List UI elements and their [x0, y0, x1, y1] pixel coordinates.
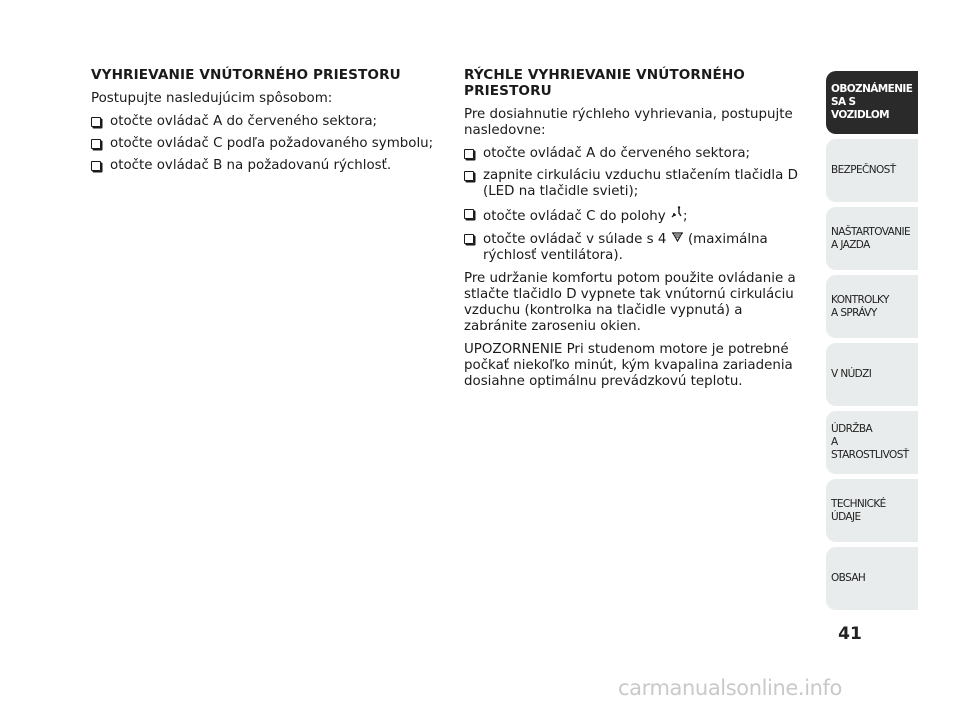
- tab-starting-and-driving[interactable]: [826, 207, 918, 270]
- tab-technical-data[interactable]: [826, 479, 918, 542]
- list-item-text: (maximálna rýchlosť ventilátora).: [483, 232, 768, 263]
- fan-icon: [671, 231, 684, 247]
- section-heading-quick-heating: RÝCHLE VYHRIEVANIE VNÚTORNÉHO PRIESTORU: [464, 67, 745, 99]
- list-item: otočte ovládač C podľa požadovaného symbolu;: [91, 136, 441, 152]
- chapter-tabs: [826, 71, 918, 615]
- list-item: [464, 206, 809, 225]
- list-item: otočte ovládač A do červeného sektora;: [91, 114, 441, 130]
- page-number: 41: [838, 624, 862, 644]
- list-item: otočte ovládač A do červeného sektora;: [464, 146, 809, 162]
- list-item-text: otočte ovládač v súlade s 4: [483, 232, 671, 247]
- tab-label: OBSAH: [831, 572, 866, 584]
- comfort-paragraph: Pre udržanie komfortu potom použite ovládanie a stlačte tlačidlo D vypnete tak vnútornú cirkuláciu vzduchu (kontrolka na tlačidle vypnutá) a zabránite zaroseniu okien.: [464, 271, 796, 334]
- tab-label: ÚDRŽBA A STAROSTLIVOSŤ: [831, 423, 909, 461]
- tab-emergency[interactable]: [826, 343, 918, 406]
- section-heading-heating: VYHRIEVANIE VNÚTORNÉHO PRIESTORU: [91, 67, 401, 83]
- tab-maintenance[interactable]: [826, 411, 918, 474]
- watermark: carmanualsonline.info: [618, 676, 842, 700]
- intro-text: Pre dosiahnutie rýchleho vyhrievania, postupujte nasledovne:: [464, 107, 793, 138]
- intro-text: Postupujte nasledujúcim spôsobom:: [91, 91, 333, 106]
- tab-getting-to-know-vehicle[interactable]: [826, 71, 918, 134]
- tab-label: KONTROLKY A SPRÁVY: [831, 293, 889, 319]
- tab-label: OBOZNÁMENIE SA S VOZIDLOM: [831, 83, 913, 121]
- tab-label: TECHNICKÉ ÚDAJE: [831, 497, 886, 523]
- tab-contents[interactable]: [826, 547, 918, 610]
- right-column: [464, 67, 809, 397]
- tab-label: BEZPEČNOSŤ: [831, 164, 896, 176]
- list-item-text: otočte ovládač C do polohy: [483, 209, 670, 224]
- tab-warning-lights[interactable]: [826, 275, 918, 338]
- step-list: [464, 146, 809, 264]
- list-item: zapnite cirkuláciu vzduchu stlačením tlačidla D (LED na tlačidle svieti);: [464, 168, 809, 200]
- warning-paragraph: UPOZORNENIE Pri studenom motore je potrebné počkať niekoľko minút, kým kvapalina zariadenia dosiahne optimálnu prevádzkovú teplotu.: [464, 342, 793, 389]
- feet-airflow-icon: [670, 206, 683, 224]
- list-item: otočte ovládač B na požadovanú rýchlosť.: [91, 158, 441, 174]
- list-item: [464, 231, 809, 264]
- tab-label: NAŠTARTOVANIE A JAZDA: [831, 225, 910, 251]
- tab-safety[interactable]: [826, 139, 918, 202]
- left-column: [91, 67, 441, 180]
- list-item-text: ;: [682, 209, 688, 224]
- tab-label: V NÚDZI: [831, 368, 872, 380]
- step-list: [91, 114, 441, 174]
